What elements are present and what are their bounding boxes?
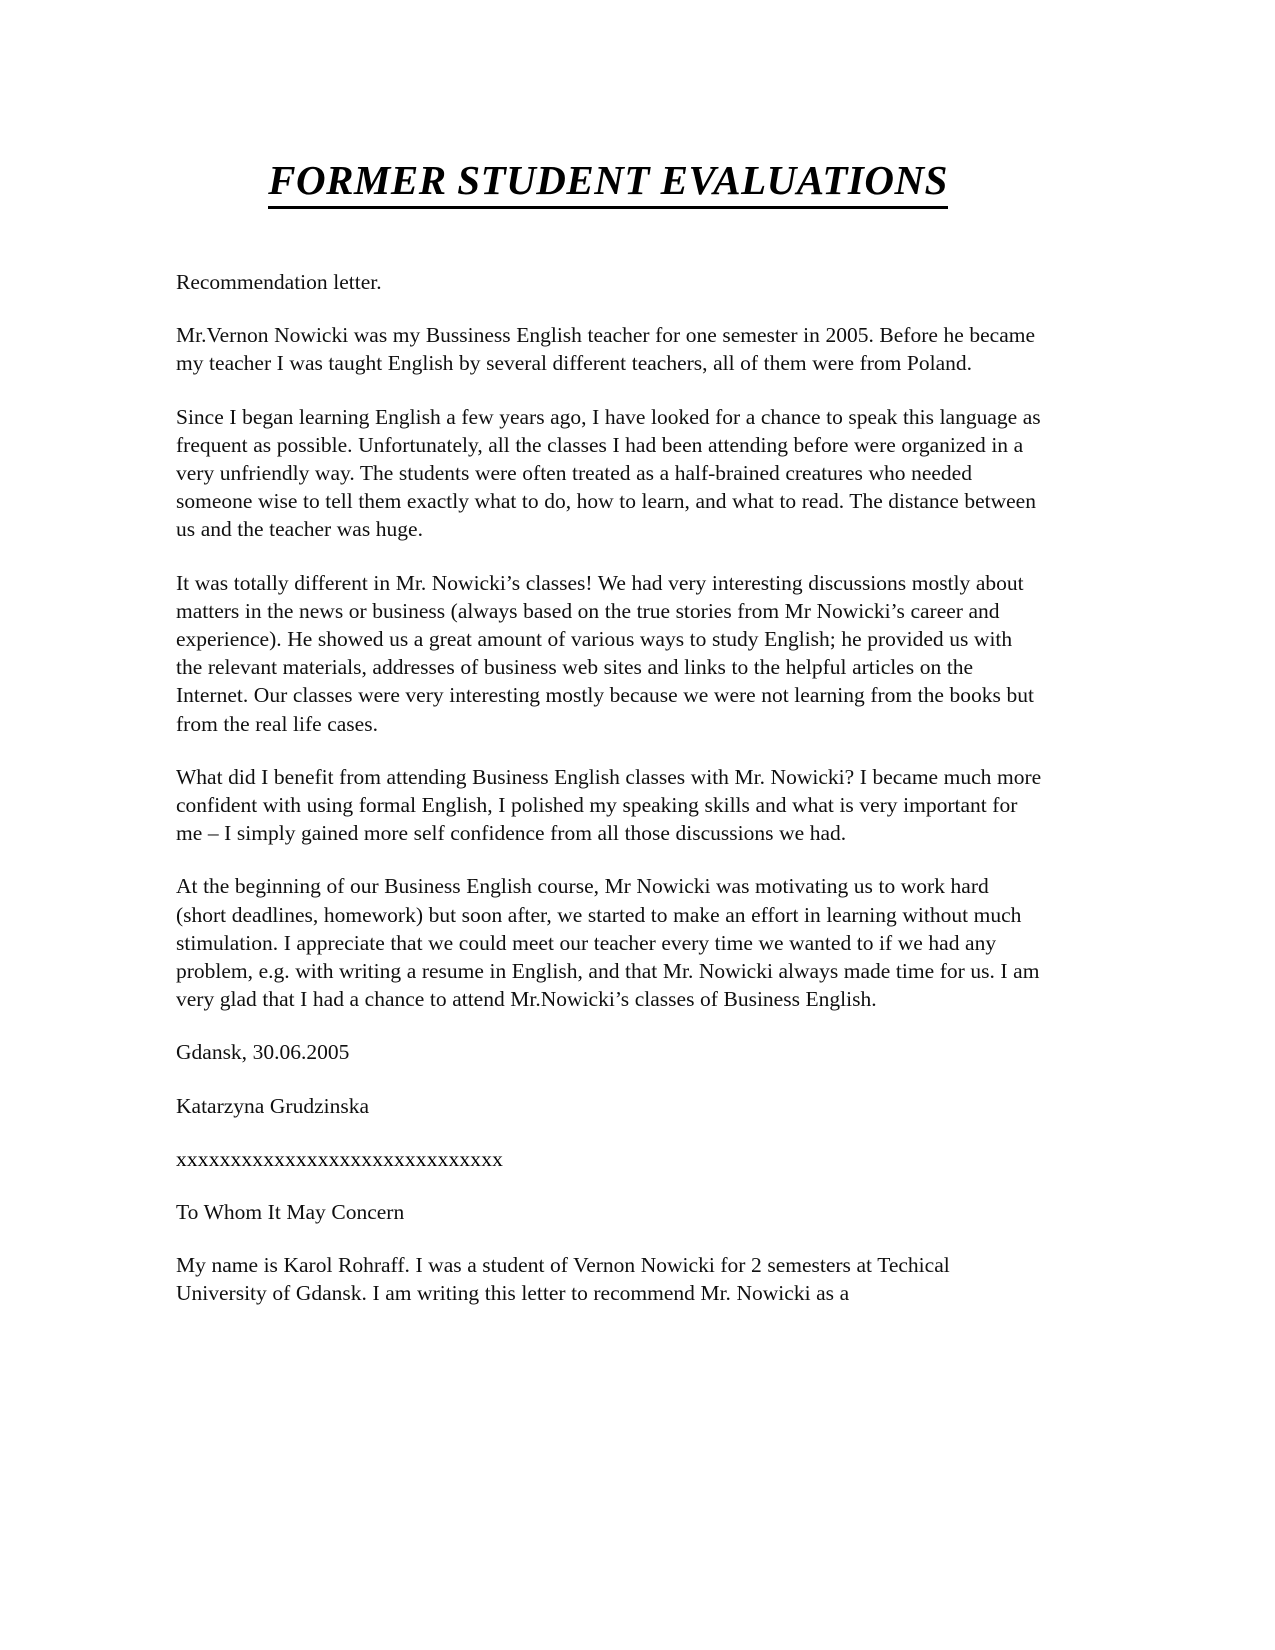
heading-recommendation: Recommendation letter. (176, 270, 382, 294)
para-course: At the beginning of our Business English course, Mr Nowicki was motivating us to work hard (short deadlines, homework) but soon after, we started to make an effort in learning without much stimulation. I appreciate that we could meet our teacher every time we wanted to if we had any problem, e.g. with writing a resume in English, and that Mr. Nowicki always made time for us. I am very glad that I had a chance to attend Mr.Nowicki’s classes of Business English. (176, 874, 1040, 1012)
salutation-second-letter: To Whom It May Concern (176, 1200, 405, 1225)
separator-x-line: xxxxxxxxxxxxxxxxxxxxxxxxxxxxxx (176, 1146, 503, 1171)
para-background: Since I began learning English a few years ago, I have looked for a chance to speak this language as frequent as possible. Unfortunately, all the classes I had been attending before were organized in a very unfriendly way. The students were often treated as a half-brained creatures who needed someone wise to tell them exactly what to do, how to learn, and what to read. The distance between us and the teacher was huge. (176, 404, 1041, 542)
page-title (176, 158, 1040, 209)
signature-place-date: Gdansk, 30.06.2005 (176, 1040, 350, 1065)
para-benefit: What did I benefit from attending Business English classes with Mr. Nowicki? I became much more confident with using formal English, I polished my speaking skills and what is very important for me – I simply gained more self confidence from all those discussions we had. (176, 764, 1042, 846)
document-body (176, 268, 1042, 1308)
para-second-letter-intro: My name is Karol Rohraff. I was a student of Vernon Nowicki for 2 semesters at Techical University of Gdansk. I am writing this letter to recommend Mr. Nowicki as a (176, 1253, 950, 1306)
page-title-text: FORMER STUDENT EVALUATIONS (268, 158, 948, 209)
signature-name: Katarzyna Grudzinska (176, 1093, 370, 1118)
para-intro: Mr.Vernon Nowicki was my Bussiness English teacher for one semester in 2005. Before he became my teacher I was taught English by several different teachers, all of them were from Poland. (176, 323, 1035, 376)
para-classes: It was totally different in Mr. Nowicki’s classes! We had very interesting discussions mostly about matters in the news or business (always based on the true stories from Mr Nowicki’s career and experience). He showed us a great amount of various ways to study English; he provided us with the relevant materials, addresses of business web sites and links to the helpful articles on the Internet. Our classes were very interesting mostly because we were not learning from the books but from the real life cases. (176, 570, 1034, 736)
